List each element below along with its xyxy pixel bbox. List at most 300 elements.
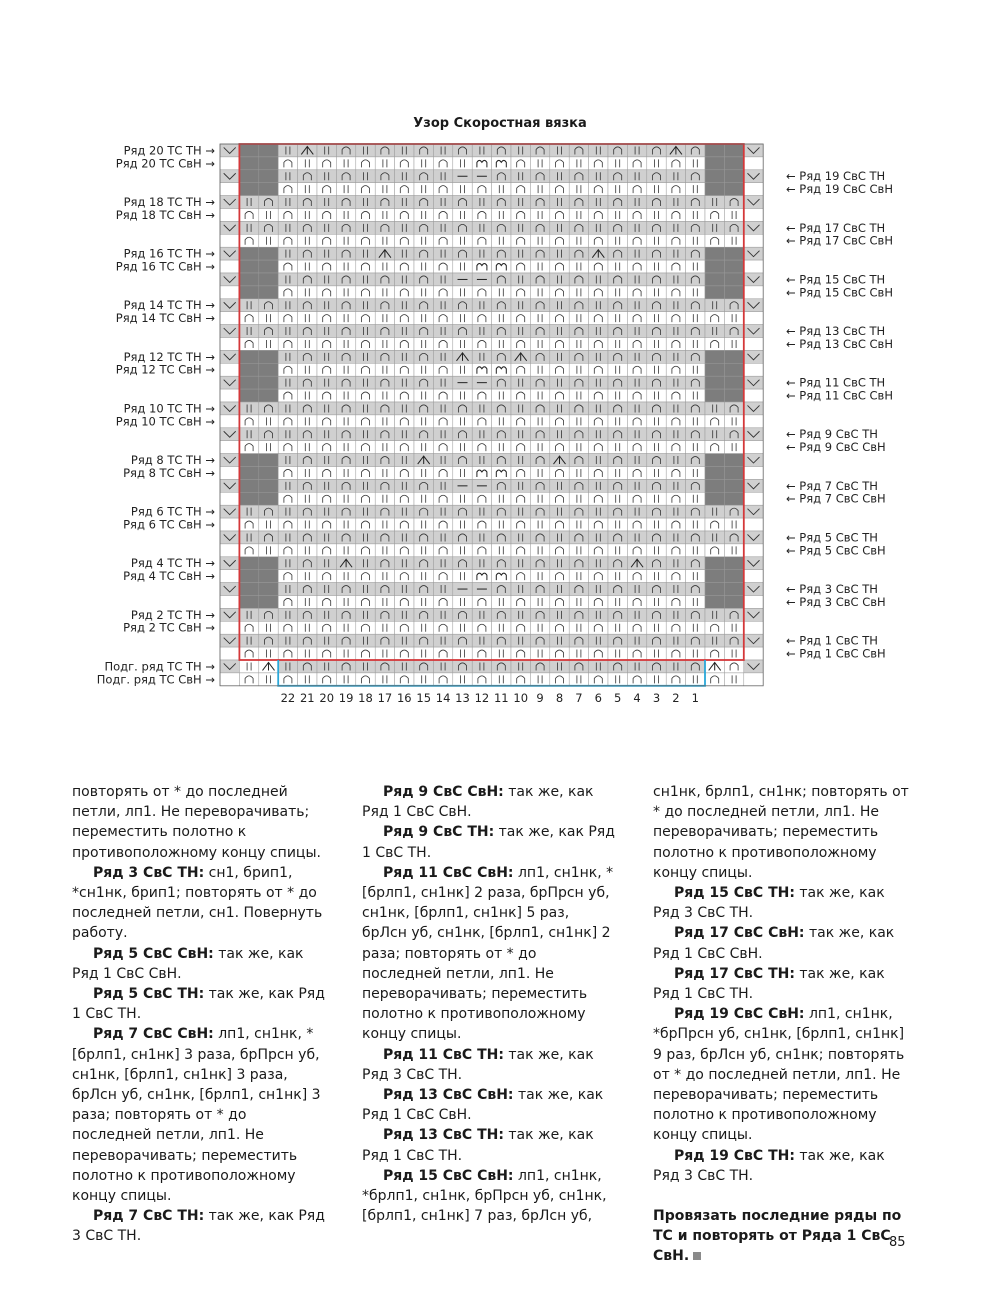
chart-cell [705,608,724,621]
chart-cell [666,634,685,647]
chart-cell [375,479,394,492]
chart-cell [433,350,452,363]
chart-cell [298,299,317,312]
chart-cell [666,647,685,660]
chart-cell [298,338,317,351]
chart-cell [259,492,278,505]
chart-cell [453,673,472,686]
right-row-label: ← Ряд 17 СвС СвН [786,233,893,248]
chart-cell [589,196,608,209]
chart-cell [414,647,433,660]
chart-cell [666,170,685,183]
chart-cell [259,221,278,234]
chart-cell [530,557,549,570]
chart-cell [453,389,472,402]
chart-cell [375,286,394,299]
chart-cell [453,505,472,518]
chart-cell [433,441,452,454]
chart-cell [627,544,646,557]
chart-cell [744,570,763,583]
chart-cell [375,183,394,196]
chart-cell [239,389,258,402]
chart-cell [278,260,297,273]
chart-cell [569,144,588,157]
chart-cell [647,544,666,557]
right-row-label: ← Ряд 13 СвС СвН [786,336,893,351]
chart-cell [298,531,317,544]
chart-cell [492,454,511,467]
chart-cell [336,570,355,583]
chart-cell [414,557,433,570]
chart-cell [356,518,375,531]
chart-cell [744,621,763,634]
chart-cell [395,350,414,363]
chart-cell [686,325,705,338]
chart-cell [453,544,472,557]
row-heading: Ряд 11 СвС СвН: [383,864,514,881]
right-row-label: ← Ряд 5 СвС СвН [786,543,886,558]
chart-cell [356,247,375,260]
chart-cell [453,157,472,170]
chart-cell [647,247,666,260]
chart-cell [239,260,258,273]
chart-cell [627,170,646,183]
chart-cell [492,144,511,157]
chart-cell [375,492,394,505]
chart-cell [317,312,336,325]
chart-cell [259,583,278,596]
chart-cell [492,570,511,583]
chart-cell [259,338,278,351]
chart-cell [530,157,549,170]
chart-cell [395,621,414,634]
chart-cell [395,415,414,428]
chart-cell [298,583,317,596]
chart-cell [589,286,608,299]
chart-cell [705,505,724,518]
chart-cell [550,441,569,454]
chart-cell [744,454,763,467]
chart-cell [356,634,375,647]
chart-cell [511,402,530,415]
chart-cell [569,286,588,299]
chart-cell [317,505,336,518]
chart-cell [414,583,433,596]
chart-cell [453,363,472,376]
chart-cell [686,234,705,247]
chart-cell [666,312,685,325]
chart-cell [608,350,627,363]
chart-cell [705,234,724,247]
chart-cell [259,505,278,518]
chart-cell [744,144,763,157]
chart-cell [589,673,608,686]
left-row-label: Ряд 14 ТС СвН → [115,311,215,326]
chart-cell [356,428,375,441]
chart-cell [395,183,414,196]
chart-cell [647,170,666,183]
chart-cell [375,596,394,609]
chart-cell [336,234,355,247]
chart-cell [298,544,317,557]
chart-cell [336,596,355,609]
chart-cell [647,234,666,247]
chart-cell [375,157,394,170]
chart-cell [647,312,666,325]
chart-cell [647,479,666,492]
chart-cell [356,286,375,299]
chart-cell [220,479,239,492]
chart-cell [705,170,724,183]
right-row-label: ← Ряд 1 СвС СвН [786,646,886,661]
chart-cell [744,286,763,299]
chart-cell [336,505,355,518]
chart-cell [666,583,685,596]
column-number: 20 [319,690,335,705]
chart-cell [336,621,355,634]
chart-cell [511,247,530,260]
chart-cell [239,338,258,351]
chart-cell [744,325,763,338]
chart-cell [627,467,646,480]
chart-cell [666,621,685,634]
chart-cell [627,518,646,531]
chart-cell [647,221,666,234]
chart-cell [686,350,705,363]
chart-cell [433,415,452,428]
chart-cell [278,492,297,505]
chart-cell [433,621,452,634]
chart-cell [356,170,375,183]
chart-cell [433,608,452,621]
chart-cell [278,402,297,415]
chart-cell [259,286,278,299]
row-instruction: так же, как Ряд 3 СвС ТН. [362,1046,594,1083]
chart-cell [608,234,627,247]
row-instruction: лп1, сн1нк, *брлп1, сн1нк, брПрсн уб, сн1нк, [брлп1, сн1нк] 7 раз, брЛсн уб, [362,1167,607,1225]
chart-cell [511,428,530,441]
chart-cell [686,363,705,376]
chart-cell [608,286,627,299]
chart-cell [472,209,491,222]
chart-cell [317,518,336,531]
column-number: 16 [396,690,412,705]
chart-cell [395,221,414,234]
chart-cell [356,557,375,570]
chart-cell [569,505,588,518]
chart-cell [298,660,317,673]
chart-cell [550,196,569,209]
chart-cell [569,415,588,428]
chart-cell [259,389,278,402]
chart-cell [569,531,588,544]
chart-cell [414,596,433,609]
chart-cell [414,260,433,273]
chart-cell [259,260,278,273]
chart-cell [298,157,317,170]
chart-cell [744,660,763,673]
chart-cell [705,286,724,299]
chart-cell [395,596,414,609]
chart-cell [239,402,258,415]
chart-cell [220,260,239,273]
chart-cell [589,350,608,363]
chart-cell [569,402,588,415]
chart-cell [744,583,763,596]
chart-cell [375,634,394,647]
chart-cell [395,273,414,286]
chart-cell [724,467,743,480]
chart-cell [239,505,258,518]
chart-cell [278,234,297,247]
chart-cell [627,376,646,389]
chart-cell [569,170,588,183]
chart-cell [356,299,375,312]
chart-cell [259,479,278,492]
chart-cell [356,260,375,273]
chart-cell [220,183,239,196]
chart-cell [414,209,433,222]
chart-cell [395,441,414,454]
column-number: 9 [536,690,544,705]
chart-cell [686,492,705,505]
chart-cell [278,196,297,209]
chart-cell [627,196,646,209]
chart-cell [317,363,336,376]
instruction-paragraph [362,1045,618,1085]
right-row-label: ← Ряд 15 СвС СвН [786,285,893,300]
chart-cell [298,170,317,183]
chart-cell [336,479,355,492]
chart-cell [647,338,666,351]
chart-cell [395,467,414,480]
left-row-label: Ряд 6 ТС СвН → [123,517,215,532]
chart-cell [317,660,336,673]
chart-cell [298,454,317,467]
chart-cell [472,312,491,325]
chart-cell [317,247,336,260]
chart-cell [239,660,258,673]
chart-cell [433,389,452,402]
chart-cell [569,350,588,363]
chart-cell [375,415,394,428]
chart-cell [550,325,569,338]
chart-cell [608,428,627,441]
chart-cell [666,247,685,260]
chart-cell [336,338,355,351]
chart-cell [336,209,355,222]
chart-cell [317,144,336,157]
chart-cell [356,596,375,609]
chart-cell [492,260,511,273]
chart-cell [627,221,646,234]
chart-cell [356,209,375,222]
chart-cell [395,570,414,583]
chart-cell [433,338,452,351]
chart-cell [511,467,530,480]
chart-cell [453,596,472,609]
chart-cell [705,299,724,312]
chart-cell [589,299,608,312]
chart-cell [569,247,588,260]
chart-cell [569,389,588,402]
chart-cell [239,376,258,389]
chart-cell [472,557,491,570]
chart-cell [298,467,317,480]
row-heading: Ряд 13 СвС СвН: [383,1087,514,1104]
chart-cell [492,467,511,480]
chart-cell [724,608,743,621]
chart-cell [259,402,278,415]
chart-cell [356,376,375,389]
chart-cell [395,260,414,273]
chart-cell [511,621,530,634]
chart-cell [686,518,705,531]
left-row-label: Ряд 2 ТС СвН → [123,620,215,635]
instruction-paragraph [653,964,909,1004]
chart-cell [492,634,511,647]
left-row-label: Ряд 2 ТС ТН → [130,607,215,622]
chart-cell [259,376,278,389]
chart-cell [647,183,666,196]
chart-cell [724,402,743,415]
chart-cell [647,350,666,363]
chart-cell [259,621,278,634]
chart-cell [608,338,627,351]
chart-cell [453,338,472,351]
chart-cell [433,634,452,647]
chart-cell [239,273,258,286]
chart-cell [278,467,297,480]
row-instruction: так же, как Ряд 3 СвС ТН. [653,885,885,922]
chart-cell [744,299,763,312]
left-row-label: Ряд 16 ТС ТН → [123,246,215,261]
chart-cell [356,325,375,338]
chart-cell [511,312,530,325]
chart-cell [608,479,627,492]
chart-cell [744,402,763,415]
chart-cell [278,544,297,557]
chart-cell [336,467,355,480]
chart-cell [336,647,355,660]
chart-cell [492,376,511,389]
chart-cell [666,209,685,222]
left-row-label: Ряд 18 ТС СвН → [115,207,215,222]
chart-cell [220,467,239,480]
chart-cell [453,286,472,299]
chart-cell [336,415,355,428]
chart-cell [336,260,355,273]
chart-cell [627,531,646,544]
chart-cell [317,583,336,596]
chart-cell [608,376,627,389]
chart-cell [589,647,608,660]
left-row-label: Подг. ряд ТС СвН → [96,672,215,687]
chart-cell [666,518,685,531]
chart-cell [278,312,297,325]
chart-cell [589,273,608,286]
chart-cell [647,570,666,583]
chart-cell [220,402,239,415]
chart-cell [278,660,297,673]
chart-cell [395,608,414,621]
chart-cell [569,634,588,647]
chart-cell [259,570,278,583]
chart-cell [724,634,743,647]
chart-cell [666,492,685,505]
chart-cell [356,673,375,686]
chart-cell [472,338,491,351]
chart-cell [627,350,646,363]
chart-cell [686,557,705,570]
chart-cell [744,312,763,325]
chart-cell [375,260,394,273]
row-heading: Ряд 17 СвС ТН: [674,965,795,982]
chart-cell [356,415,375,428]
chart-cell [472,350,491,363]
chart-cell [356,389,375,402]
row-heading: Ряд 19 СвС ТН: [674,1147,795,1164]
chart-cell [414,376,433,389]
chart-cell [278,170,297,183]
chart-cell [375,350,394,363]
chart-cell [724,660,743,673]
chart-cell [472,441,491,454]
chart-cell [375,647,394,660]
chart-cell [259,350,278,363]
chart-cell [259,144,278,157]
chart-cell [744,183,763,196]
instruction-paragraph [653,1004,909,1145]
chart-cell [472,660,491,673]
right-row-label: ← Ряд 3 СвС СвН [786,594,886,609]
chart-cell [259,518,278,531]
chart-cell [724,389,743,402]
chart-cell [608,505,627,518]
chart-cell [627,157,646,170]
chart-cell [589,479,608,492]
chart-cell [453,196,472,209]
chart-cell [744,531,763,544]
chart-cell [744,389,763,402]
right-row-label: ← Ряд 11 СвС ТН [786,375,886,390]
chart-cell [375,376,394,389]
chart-cell [569,518,588,531]
chart-cell [298,621,317,634]
chart-cell [744,363,763,376]
chart-cell [453,441,472,454]
chart-cell [511,273,530,286]
chart-cell [317,647,336,660]
chart-cell [298,634,317,647]
chart-cell [724,234,743,247]
chart-cell [724,325,743,338]
right-row-label: ← Ряд 19 СвС СвН [786,182,893,197]
column-number: 3 [652,690,661,705]
chart-cell [220,415,239,428]
chart-cell [686,260,705,273]
chart-cell [395,325,414,338]
chart-cell [336,634,355,647]
chart-cell [278,363,297,376]
instruction-paragraph [362,1085,618,1125]
chart-cell [433,363,452,376]
chart-cell [724,583,743,596]
chart-cell [395,144,414,157]
chart-cell [569,441,588,454]
chart-cell [550,505,569,518]
chart-cell [453,299,472,312]
